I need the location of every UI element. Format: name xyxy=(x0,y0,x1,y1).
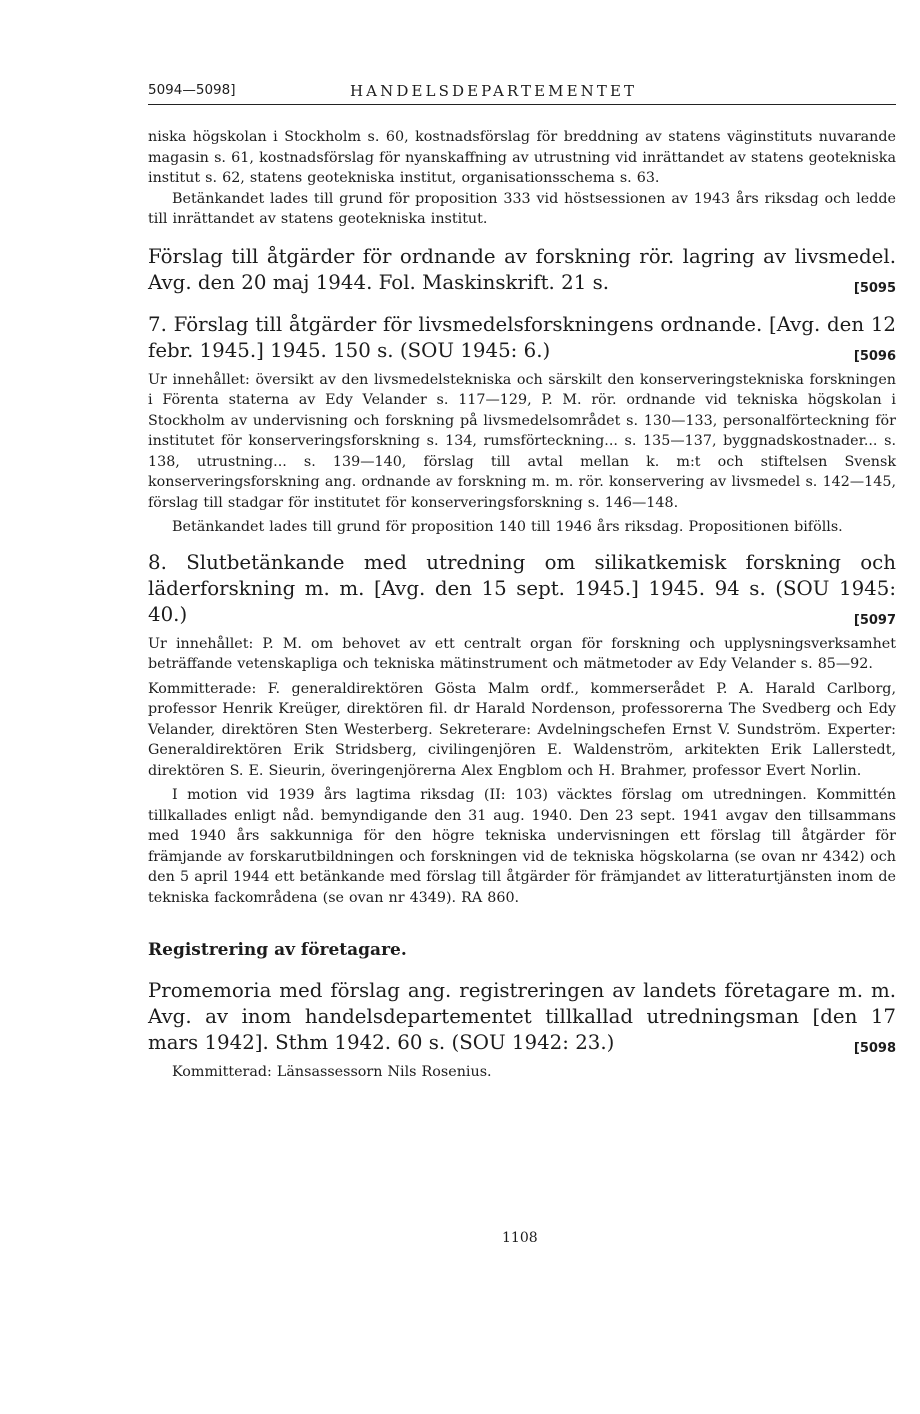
entry-5095-code: [5095 xyxy=(853,280,896,296)
entry-5096-contents: Ur innehållet: översikt av den livsmedelstekniska och särskilt den konserveringstekniska forskningen i Förenta staterna av Edy Velander s. 117—129, P. M. rör. ordnande vid tekniska högskolan i Stockholm av undervisning och forskning på livsmedelsområdet s. 130—133, personalförteckning för institutet för konserveringsforskning s. 134, rumsförteckning... s. 135—137, byggnadskostnader... s. 138, utrustning... s. 139—140, förslag till avtal mellan k. m:t och stiftelsen Svensk konserveringsforskning ang. ordnande av forskning m. m. rör. konservering av livsmedel s. 142—145, förslag till stadgar för institutet för konserveringsforskning s. 146—148. xyxy=(148,371,896,511)
entry-5097-text: 8. Slutbetänkande med utredning om silikatkemisk forskning och läderforskning m. m. [Avg. den 15 sept. 1945.] 1945. 94 s. (SOU 1945: 40.) xyxy=(148,550,896,626)
document-page xyxy=(148,80,896,1083)
entry-5097-committee: Kommitterade: F. generaldirektören Gösta Malm ordf., kommerserådet P. A. Harald Carlborg, professor Henrik Kreüger, direktören fil. dr Harald Nordenson, professorerna The Svedberg och Edy Velander, direktören Sten Westerberg. Sekreterare: Avdelningschefen Ernst V. Sundström. Experter: Generaldirektören Erik Stridsberg, civilingenjören E. Waldenström, arkitekten Erik Lallerstedt, direktören S. E. Sieurin, överingenjörerna Alex Engblom och H. Brahmer, professor Evert Norlin. xyxy=(148,680,896,779)
entry-5098-committee: Kommitterad: Länsassessorn Nils Rosenius. xyxy=(172,1064,492,1080)
header-number-range: 5094—5098] xyxy=(148,82,236,98)
header-title: HANDELSDEPARTEMENTET xyxy=(350,82,638,100)
entry-5096-note: Betänkandet lades till grund för proposition 140 till 1946 års riksdag. Propositionen bifölls. xyxy=(172,519,843,535)
entry-5097 xyxy=(148,550,896,628)
entry-5098 xyxy=(148,978,896,1056)
entry-5098-code: [5098 xyxy=(853,1041,896,1056)
intro-note-paragraph: Betänkandet lades till grund för proposition 333 vid höstsessionen av 1943 års riksdag och ledde till inrättandet av statens geotekniska institut. xyxy=(148,190,896,227)
page-number: 1108 xyxy=(502,1230,538,1246)
entry-5095-text: Förslag till åtgärder för ordnande av forskning rör. lagring av livsmedel. Avg. den 20 maj 1944. Fol. Maskinskrift. 21 s. xyxy=(148,244,896,294)
section-heading: Registrering av företagare. xyxy=(148,940,407,960)
entry-5097-code: [5097 xyxy=(853,612,896,628)
entry-5096 xyxy=(148,312,896,364)
entry-5097-note: I motion vid 1939 års lagtima riksdag (II: 103) väcktes förslag om utredningen. Kommittén tillkallades enligt nåd. bemyndigande den 31 aug. 1940. Den 23 sept. 1941 avgav den tillsammans med 1940 års sakkunniga för den högre tekniska undervisningen ett förslag till åtgärder för främjande av forskarutbildningen och forskningen vid de tekniska högskolarna (se ovan nr 4342) och den 5 april 1944 ett betänkande med förslag till åtgärder för främjandet av litteraturtjänsten inom de tekniska fackområdena (se ovan nr 4349). RA 860. xyxy=(148,787,896,906)
entry-5098-text: Promemoria med förslag ang. registreringen av landets företagare m. m. Avg. av inom handelsdepartementet tillkallad utredningsman [den 17 mars 1942]. Sthm 1942. 60 s. (SOU 1942: 23.) xyxy=(148,979,896,1054)
entry-5096-text: 7. Förslag till åtgärder för livsmedelsforskningens ordnande. [Avg. den 12 febr. 1945.] 1945. 150 s. (SOU 1945: 6.) xyxy=(148,312,896,362)
intro-continuation-paragraph: niska högskolan i Stockholm s. 60, kostnadsförslag för breddning av statens väginstituts nuvarande magasin s. 61, kostnadsförslag för nyanskaffning av utrustning vid inrättandet av statens geotekniska institut s. 62, statens geotekniska institut, organisationsschema s. 63. xyxy=(148,129,896,186)
entry-5096-code: [5096 xyxy=(853,348,896,364)
running-header xyxy=(148,80,896,105)
entry-5095 xyxy=(148,244,896,296)
entry-5097-contents: Ur innehållet: P. M. om behovet av ett centralt organ för forskning och upplysningsverksamhet beträffande vetenskapliga och tekniska mätinstrument och mätmetoder av Edy Velander s. 85—92. xyxy=(148,635,896,672)
